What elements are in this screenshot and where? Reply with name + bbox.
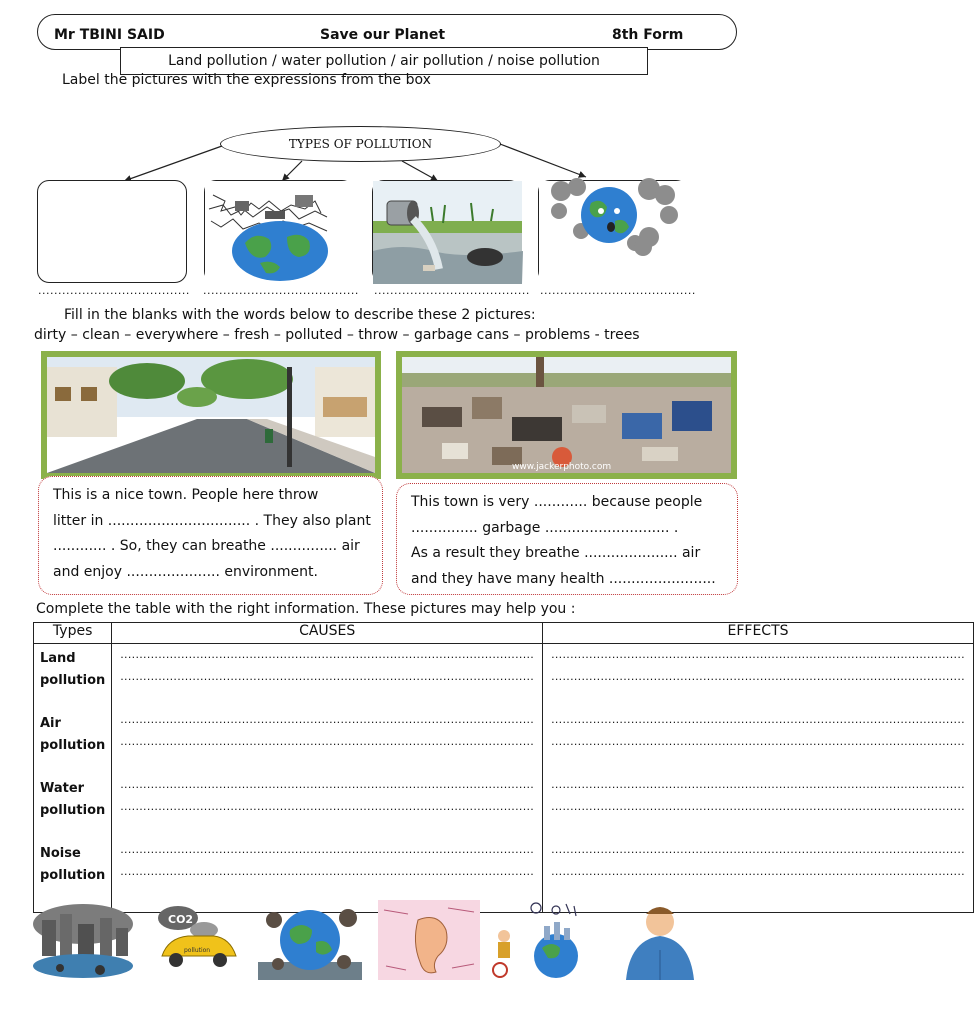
coughing-man-picture (610, 900, 704, 980)
effect-blank[interactable]: ............................................................................................................. (551, 713, 965, 726)
cause-blank[interactable]: ............................................................................................................. (120, 843, 535, 856)
class-level: 8th Form (612, 27, 684, 43)
effect-blank[interactable]: ............................................................................................................. (551, 865, 965, 878)
instruction-complete-table: Complete the table with the right information. These pictures may help you : (36, 601, 576, 617)
answer-blank-1[interactable]: ...................................... (38, 284, 190, 297)
clean-text-line2[interactable]: litter in ................................ . They also plant (53, 512, 371, 529)
clean-text-line1: This is a nice town. People here throw (53, 487, 319, 503)
picture-box-water-pollution (372, 180, 521, 283)
instruction-fill-blanks: Fill in the blanks with the words below to describe these 2 pictures: (64, 307, 536, 323)
clean-town-text-bubble (38, 476, 383, 595)
dirty-town-text-bubble (396, 483, 738, 595)
type-water: Water pollution (40, 781, 106, 818)
ear-noise-image (378, 900, 480, 980)
effects-column[interactable] (543, 644, 974, 913)
expression-box: Land pollution / water pollution / air pollution / noise pollution (120, 47, 648, 75)
dirty-earth-image (258, 900, 362, 980)
car-exhaust-image (154, 900, 244, 980)
sick-man-image (610, 900, 704, 980)
polluted-water-image (373, 181, 522, 284)
photo-watermark: www.jackerphoto.com (512, 462, 612, 472)
type-noise: Noise pollution (40, 846, 106, 883)
effect-blank[interactable]: ............................................................................................................. (551, 800, 965, 813)
types-column (34, 644, 112, 913)
effect-blank[interactable]: ............................................................................................................. (551, 778, 965, 791)
causes-column[interactable] (112, 644, 543, 913)
cause-blank[interactable]: ............................................................................................................. (120, 670, 535, 683)
clean-street-image (47, 357, 375, 473)
cause-blank[interactable]: ............................................................................................................. (120, 735, 535, 748)
picture-box-air-pollution (538, 180, 688, 283)
effect-blank[interactable]: ............................................................................................................. (551, 648, 965, 661)
polluted-earth-picture (258, 900, 362, 980)
cause-blank[interactable]: ............................................................................................................. (120, 713, 535, 726)
clean-text-line3[interactable]: ............ . So, they can breathe ............... air (53, 538, 360, 554)
dirty-text-line4[interactable]: and they have many health ........................ (411, 570, 716, 587)
teacher-name: Mr TBINI SAID (54, 27, 165, 43)
worksheet-title: Save our Planet (320, 27, 446, 43)
clean-town-photo (41, 351, 381, 479)
dirty-text-line3[interactable]: As a result they breathe ..................... air (411, 545, 701, 561)
cause-blank[interactable]: ............................................................................................................. (120, 778, 535, 791)
noise-ear-picture (378, 900, 480, 980)
type-land: Land pollution (40, 651, 106, 688)
cause-blank[interactable]: ............................................................................................................. (120, 865, 535, 878)
col-header-types: Types (34, 623, 112, 644)
sick-earth-smog-image (539, 181, 689, 284)
picture-box-land-pollution (204, 180, 354, 283)
instruction-label-pictures: Label the pictures with the expressions from the box (62, 72, 431, 88)
polluted-city-picture (30, 900, 136, 980)
pollution-table (33, 622, 974, 913)
smoggy-city-image (30, 900, 136, 980)
effect-blank[interactable]: ............................................................................................................. (551, 670, 965, 683)
col-header-effects: EFFECTS (543, 623, 974, 644)
dirty-text-line2[interactable]: ............... garbage ............................ . (411, 519, 679, 536)
effect-blank[interactable]: ............................................................................................................. (551, 843, 965, 856)
types-of-pollution-ellipse: TYPES OF POLLUTION (220, 126, 501, 162)
car-label: pollution (184, 947, 211, 954)
co2-label: CO2 (168, 913, 194, 926)
co2-car-picture (154, 900, 244, 980)
cause-blank[interactable]: ............................................................................................................. (120, 648, 535, 661)
diagram-arrows (0, 0, 768, 200)
effect-blank[interactable]: ............................................................................................................. (551, 735, 965, 748)
answer-blank-4[interactable]: ....................................... (540, 284, 696, 297)
polluted-earth-garbage-image (205, 181, 355, 284)
dirty-text-line1[interactable]: This town is very ............ because people (411, 494, 703, 510)
type-air: Air pollution (40, 716, 106, 753)
cyclist-earth-picture (486, 900, 600, 980)
clean-text-line4[interactable]: and enjoy ..................... environment. (53, 563, 318, 580)
answer-blank-2[interactable]: ....................................... (203, 284, 359, 297)
noisy-earth-image (486, 900, 600, 980)
picture-box-noise-pollution (37, 180, 187, 283)
garbage-dump-image (402, 357, 731, 473)
answer-blank-3[interactable]: ....................................... (374, 284, 530, 297)
dirty-town-photo (396, 351, 737, 479)
word-bank: dirty – clean – everywhere – fresh – polluted – throw – garbage cans – problems - trees (34, 327, 640, 343)
cause-blank[interactable]: ............................................................................................................. (120, 800, 535, 813)
col-header-causes: CAUSES (112, 623, 543, 644)
